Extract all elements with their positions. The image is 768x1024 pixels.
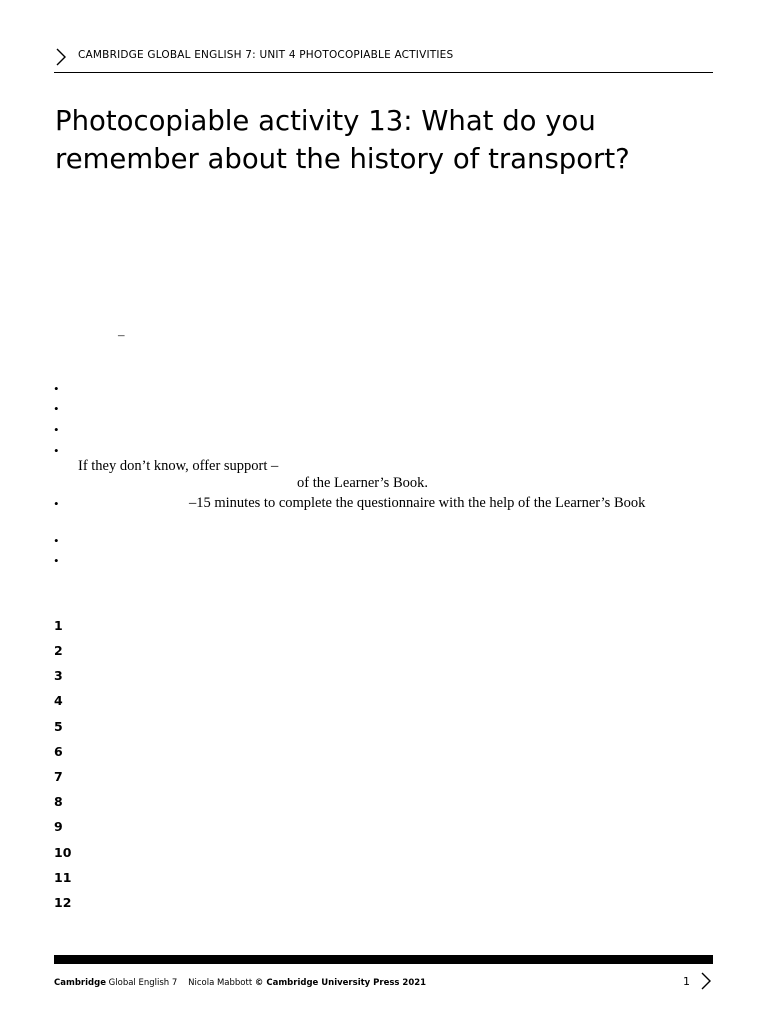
- chevron-right-icon: [54, 48, 68, 66]
- question-number: 2: [54, 643, 63, 658]
- question-number: 3: [54, 668, 63, 683]
- timing-instruction: –15 minutes to complete the questionnaire with the help of the Learner’s Book: [189, 495, 646, 511]
- page-title: [55, 102, 695, 178]
- footer-brand-rest: Global English 7: [105, 978, 178, 988]
- bullet-3: •: [54, 422, 59, 437]
- footer-brand-bold: Cambridge: [54, 978, 106, 988]
- bullet-6: •: [54, 533, 59, 548]
- question-number: 12: [54, 895, 72, 910]
- header-divider: [54, 72, 713, 73]
- question-number: 4: [54, 693, 63, 708]
- support-instruction: If they don’t know, offer support –: [78, 458, 279, 474]
- question-number: 10: [54, 845, 72, 860]
- footer-author: Nicola Mabbott: [188, 978, 253, 988]
- question-number: 6: [54, 744, 63, 759]
- page-title-line-1: Photocopiable activity 13: What do you: [55, 105, 596, 137]
- question-number: 11: [54, 870, 72, 885]
- bullet-4: •: [54, 443, 59, 458]
- question-number: 7: [54, 769, 63, 784]
- page-title-line-2: remember about the history of transport?: [55, 143, 630, 175]
- footer-bar: [54, 955, 713, 964]
- support-instruction-continued: of the Learner’s Book.: [297, 475, 428, 491]
- bullet-1: •: [54, 381, 59, 396]
- footer-credits: [54, 978, 426, 988]
- footer-copyright: © Cambridge University Press 2021: [254, 978, 427, 988]
- question-number: 1: [54, 618, 63, 633]
- dash-mark: –: [118, 327, 125, 342]
- chevron-right-icon: [699, 972, 713, 990]
- running-header: CAMBRIDGE GLOBAL ENGLISH 7: UNIT 4 PHOTOCOPIABLE ACTIVITIES: [78, 49, 454, 61]
- question-number: 5: [54, 719, 63, 734]
- bullet-5: •: [54, 496, 59, 511]
- bullet-2: •: [54, 401, 59, 416]
- question-number: 9: [54, 819, 63, 834]
- question-number: 8: [54, 794, 63, 809]
- page-number: 1: [683, 975, 690, 988]
- bullet-7: •: [54, 553, 59, 568]
